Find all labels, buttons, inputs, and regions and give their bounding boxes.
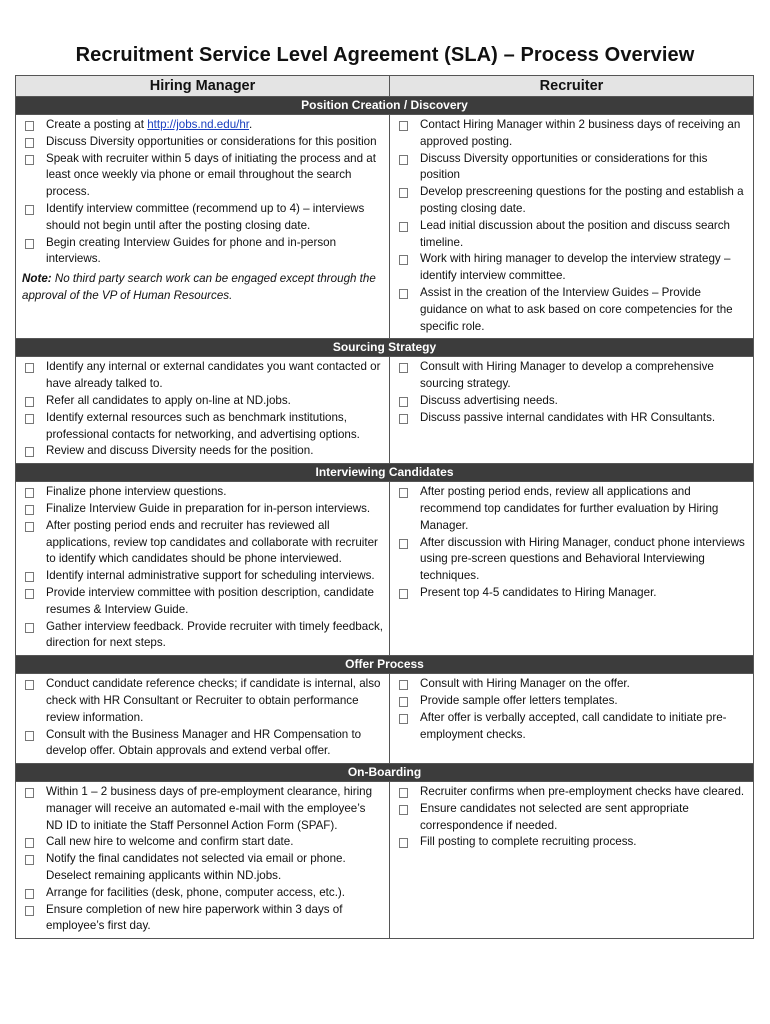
list-item: Call new hire to welcome and confirm start date. [16,834,385,851]
list-item: Recruiter confirms when pre-employment checks have cleared. [390,784,749,801]
list-item: Provide sample offer letters templates. [390,693,749,710]
list-item: Discuss Diversity opportunities or considerations for this position [16,134,385,151]
list-item: Lead initial discussion about the position and discuss search timeline. [390,218,749,252]
list-item: Begin creating Interview Guides for phone and in-person interviews. [16,235,385,269]
list-item: Work with hiring manager to develop the interview strategy – identify interview committee. [390,251,749,285]
list-item: Within 1 – 2 business days of pre-employment clearance, hiring manager will receive an automated e-mail with the employee’s ND ID to initiate the Staff Personnel Action Form (SPAF). [16,784,385,834]
list-item: After posting period ends and recruiter has reviewed all applications, review top candidates and collaborate with recruiter to identify which candidates should be phone interviewed. [16,518,385,568]
hiring-manager-list [16,782,389,938]
hiring-manager-list [16,674,389,763]
list-item: Refer all candidates to apply on-line at ND.jobs. [16,393,385,410]
list-item: Identify external resources such as benchmark institutions, professional contacts for networking, and advertising options. [16,410,385,444]
list-item: Finalize Interview Guide in preparation for in-person interviews. [16,501,385,518]
list-item: Review and discuss Diversity needs for the position. [16,443,385,460]
hiring-manager-cell [16,357,390,464]
section-title: On-Boarding [16,764,754,782]
section-header-position [16,97,754,115]
list-item: Ensure completion of new hire paperwork within 3 days of employee’s first day. [16,902,385,936]
list-item: After offer is verbally accepted, call candidate to initiate pre-employment checks. [390,710,749,744]
hiring-manager-list [16,115,389,271]
list-item: Gather interview feedback. Provide recruiter with timely feedback, direction for next steps. [16,619,385,653]
section-row-position [16,115,754,339]
recruiter-list [390,782,753,854]
note-text: No third party search work can be engaged except through the approval of the VP of Human Resources. [22,272,376,302]
list-item: After discussion with Hiring Manager, conduct phone interviews using pre-screen questions and Behavioral Interviewing techniques. [390,535,749,585]
list-item: Identify interview committee (recommend up to 4) – interviews should not begin until after the posting closing date. [16,201,385,235]
hiring-manager-cell [16,782,390,939]
section-header-offer [16,656,754,674]
list-item: Consult with the Business Manager and HR Compensation to develop offer. Obtain approvals and extend verbal offer. [16,727,385,761]
list-item: Discuss advertising needs. [390,393,749,410]
section-title: Offer Process [16,656,754,674]
column-header-row [16,76,754,97]
note [16,271,389,307]
recruiter-cell [390,782,754,939]
hiring-manager-list [16,357,389,463]
list-item: Identify internal administrative support for scheduling interviews. [16,568,385,585]
list-item: Contact Hiring Manager within 2 business days of receiving an approved posting. [390,117,749,151]
section-row-offer [16,674,754,764]
hiring-manager-cell [16,115,390,339]
list-item: Fill posting to complete recruiting process. [390,834,749,851]
section-title: Position Creation / Discovery [16,97,754,115]
list-item: Discuss passive internal candidates with HR Consultants. [390,410,749,427]
list-item: Provide interview committee with position description, candidate resumes & Interview Guide. [16,585,385,619]
list-item [16,117,385,134]
section-header-sourcing [16,339,754,357]
document-title: Recruitment Service Level Agreement (SLA) – Process Overview [75,44,695,66]
recruiter-cell [390,482,754,656]
item-text: Create a posting at [46,118,148,131]
section-title: Sourcing Strategy [16,339,754,357]
column-header-hiring-manager: Hiring Manager [16,76,390,97]
jobs-link[interactable]: http://jobs.nd.edu/hr [147,118,250,131]
hiring-manager-cell [16,674,390,764]
list-item: Identify any internal or external candidates you want contacted or have already talked to. [16,359,385,393]
recruiter-list [390,482,753,605]
note-label: Note: [22,272,52,286]
recruiter-cell [390,115,754,339]
list-item: Consult with Hiring Manager to develop a comprehensive sourcing strategy. [390,359,749,393]
section-row-onboarding [16,782,754,939]
link-suffix: . [249,118,253,131]
section-row-interviewing [16,482,754,656]
list-item: Present top 4-5 candidates to Hiring Manager. [390,585,749,602]
hiring-manager-cell [16,482,390,656]
list-item: Notify the final candidates not selected via email or phone. Deselect remaining applicants within ND.jobs. [16,851,385,885]
recruiter-list [390,357,753,429]
recruiter-list [390,115,753,338]
column-header-recruiter: Recruiter [390,76,754,97]
list-item: Finalize phone interview questions. [16,484,385,501]
list-item: Consult with Hiring Manager on the offer. [390,676,749,693]
sla-table [15,75,754,939]
list-item: Speak with recruiter within 5 days of initiating the process and at least once weekly via phone or email throughout the search process. [16,151,385,201]
section-header-onboarding [16,764,754,782]
list-item: Discuss Diversity opportunities or considerations for this position [390,151,749,185]
list-item: Ensure candidates not selected are sent appropriate correspondence if needed. [390,801,749,835]
hiring-manager-list [16,482,389,655]
section-row-sourcing [16,357,754,464]
recruiter-list [390,674,753,746]
list-item: After posting period ends, review all applications and recommend top candidates for further evaluation by Hiring Manager. [390,484,749,534]
list-item: Develop prescreening questions for the posting and establish a posting closing date. [390,184,749,218]
recruiter-cell [390,357,754,464]
list-item: Conduct candidate reference checks; if candidate is internal, also check with HR Consultant or Recruiter to obtain performance review information. [16,676,385,726]
section-header-interviewing [16,464,754,482]
recruiter-cell [390,674,754,764]
section-title: Interviewing Candidates [16,464,754,482]
list-item: Assist in the creation of the Interview Guides – Provide guidance on what to ask based on core competencies for the specific role. [390,285,749,335]
list-item: Arrange for facilities (desk, phone, computer access, etc.). [16,885,385,902]
